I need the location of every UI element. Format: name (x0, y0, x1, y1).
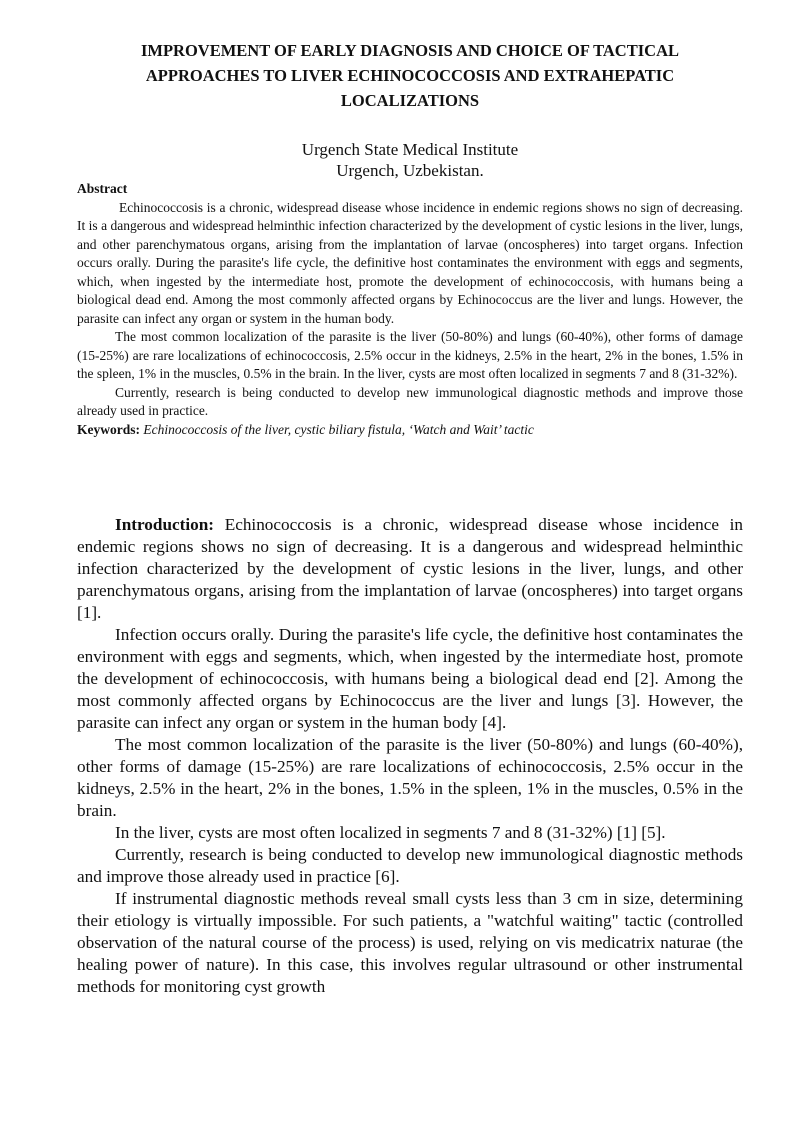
abstract-heading: Abstract (77, 181, 128, 196)
body-paragraph: Infection occurs orally. During the parasite's life cycle, the definitive host contaminates the environment with eggs and segments, which, when ingested by the intermediate host, promote the development of echinococcosis, with humans being a biological dead end [2]. Among the most commonly affected organs by Echinococcus are the liver and lungs [3]. However, the parasite can infect any organ or system in the human body [4]. (77, 625, 743, 732)
title-line: LOCALIZATIONS (340, 91, 480, 110)
keywords (77, 421, 743, 440)
body-paragraph: The most common localization of the parasite is the liver (50-80%) and lungs (60-40%), other forms of damage (15-25%) are rare localizations of echinococcosis, 2.5% occur in the kidneys, 2.5% in the heart, 2% in the bones, 1.5% in the spleen, 1% in the muscles, 0.5% in the brain. (77, 735, 743, 820)
abstract-paragraph: Echinococcosis is a chronic, widespread disease whose incidence in endemic regions shows no sign of decreasing. It is a dangerous and widespread helminthic infection characterized by the development of cystic lesions in the liver, lungs, and other parenchymatous organs, arising from the implantation of larvae (oncospheres) into target organs. Infection occurs orally. During the parasite's life cycle, the definitive host contaminates the environment with eggs and segments, which, when ingested by the intermediate host, promote the development of echinococcosis, with humans being a biological dead end. Among the most commonly affected organs by Echinococcus are the liver and lungs. However, the parasite can infect any organ or system in the human body. (77, 199, 743, 326)
abstract-paragraph: Currently, research is being conducted to develop new immunological diagnostic methods and improve those already used in practice. (77, 384, 743, 418)
affiliation (60, 139, 760, 181)
introduction-paragraph (77, 514, 743, 624)
keywords-label: Keywords: (77, 421, 140, 437)
keywords-text: Echinococcosis of the liver, cystic biliary fistula, ‘Watch and Wait’ tactic (143, 421, 534, 437)
introduction-text: Echinococcosis is a chronic, widespread disease whose incidence in endemic regions shows no sign of decreasing. It is a dangerous and widespread helminthic infection characterized by the development of cystic lesions in the liver, lungs, and other parenchymatous organs, arising from the implantation of larvae (oncospheres) into target organs [1]. (77, 515, 744, 622)
abstract-section (77, 180, 743, 439)
affiliation-location: Urgench, Uzbekistan. (336, 161, 484, 180)
body-paragraph: In the liver, cysts are most often localized in segments 7 and 8 (31-32%) [1] [5]. (115, 823, 666, 842)
body-section (77, 514, 743, 998)
affiliation-institute: Urgench State Medical Institute (301, 140, 519, 159)
paper-title (60, 38, 760, 113)
introduction-label: Introduction: (115, 515, 215, 534)
body-paragraph: If instrumental diagnostic methods reveal small cysts less than 3 cm in size, determining their etiology is virtually impossible. For such patients, a "watchful waiting" tactic (controlled observation of the natural course of the process) is used, relying on vis medicatrix naturae (the healing power of nature). In this case, this involves regular ultrasound or other instrumental methods for monitoring cyst growth (77, 889, 743, 996)
abstract-paragraph: The most common localization of the parasite is the liver (50-80%) and lungs (60-40%), other forms of damage (15-25%) are rare localizations of echinococcosis, 2.5% occur in the kidneys, 2.5% in the heart, 2% in the bones, 1.5% in the spleen, 1% in the muscles, 0.5% in the brain. In the liver, cysts are most often localized in segments 7 and 8 (31-32%). (77, 329, 743, 381)
body-paragraph: Currently, research is being conducted to develop new immunological diagnostic methods and improve those already used in practice [6]. (77, 845, 743, 886)
title-line: IMPROVEMENT OF EARLY DIAGNOSIS AND CHOICE OF TACTICAL (140, 41, 679, 60)
title-line: APPROACHES TO LIVER ECHINOCOCCOSIS AND EXTRAHEPATIC (145, 66, 675, 85)
